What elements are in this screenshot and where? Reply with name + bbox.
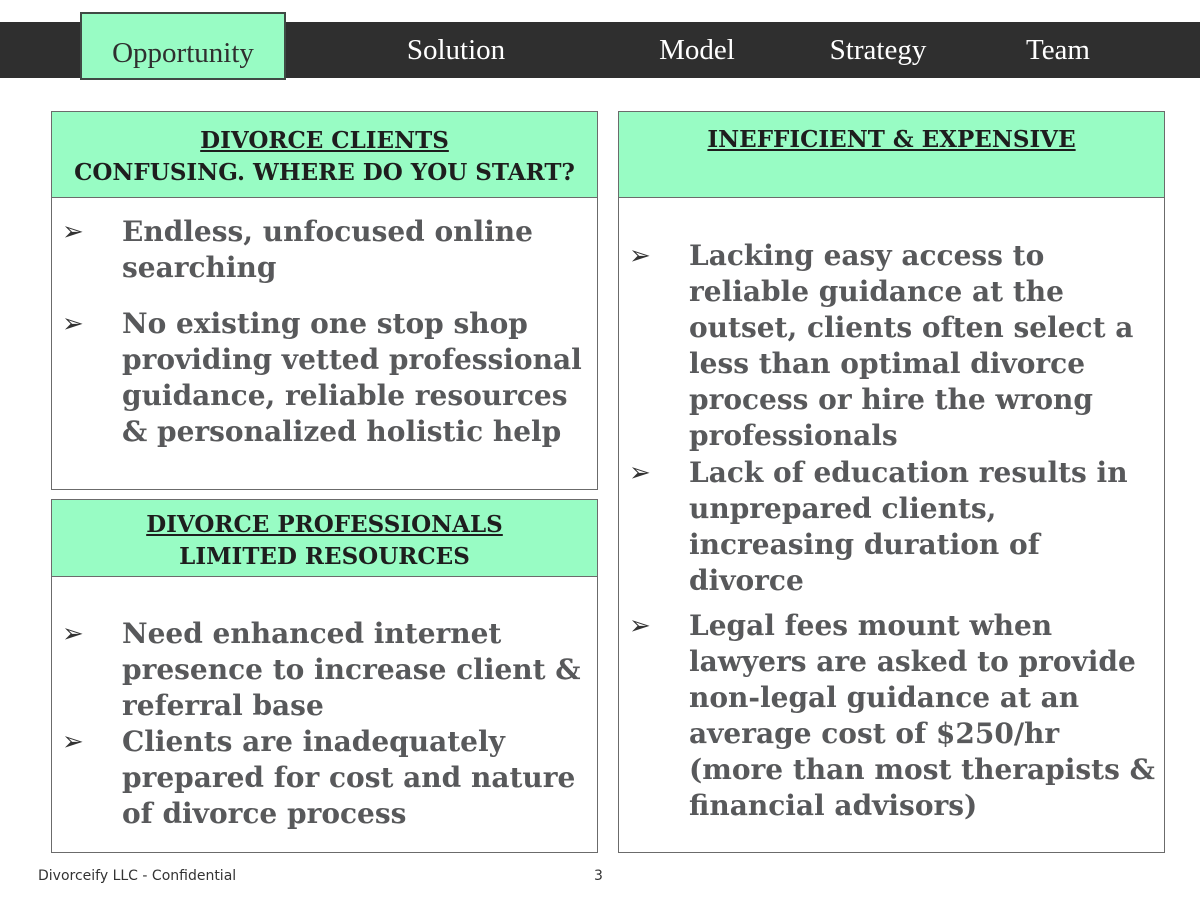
tab-model[interactable]: Model [659,34,735,66]
bullet-text: Endless, unfocused online searching [122,215,533,284]
panel-title: INEFFICIENT & EXPENSIVE [707,126,1076,153]
tab-opportunity[interactable]: Opportunity [80,12,286,80]
panel-heading [52,112,597,198]
arrowhead-icon: ➢ [629,611,651,641]
bullet-text: Legal fees mount when lawyers are asked to provide non-legal guidance at an average cost of $250/hr (more than most therapists & financial advisors) [689,609,1155,822]
panel-title: DIVORCE PROFESSIONALS [146,511,503,538]
panel-heading [619,112,1164,198]
arrowhead-icon: ➢ [62,217,84,247]
tab-team[interactable]: Team [1026,34,1090,66]
page-number: 3 [594,868,603,884]
arrowhead-icon: ➢ [62,309,84,339]
tab-strategy[interactable]: Strategy [829,34,927,66]
bullet-text: Clients are inadequately prepared for cost and nature of divorce process [122,725,576,830]
panel-divorce-professionals [51,499,598,853]
arrowhead-icon: ➢ [629,458,651,488]
bullet-text: No existing one stop shop providing vetted professional guidance, reliable resources & personalized holistic help [122,307,582,448]
panel-subtitle: CONFUSING. WHERE DO YOU START? [74,159,575,186]
arrowhead-icon: ➢ [62,619,84,649]
bullet-text: Lack of education results in unprepared clients, increasing duration of divorce [689,456,1128,597]
footer-company: Divorceify LLC - Confidential [38,868,237,884]
panel-divorce-clients [51,111,598,490]
panel-inefficient-expensive [618,111,1165,853]
top-navigation-bar [0,22,1200,78]
arrowhead-icon: ➢ [629,241,651,271]
arrowhead-icon: ➢ [62,727,84,757]
bullet-text: Need enhanced internet presence to increase client & referral base [122,617,581,722]
panel-heading [52,500,597,577]
panel-title: DIVORCE CLIENTS [200,127,449,154]
tab-solution[interactable]: Solution [406,34,506,66]
panel-subtitle: LIMITED RESOURCES [179,543,470,570]
bullet-text: Lacking easy access to reliable guidance at the outset, clients often select a less than optimal divorce process or hire the wrong professionals [689,239,1134,452]
